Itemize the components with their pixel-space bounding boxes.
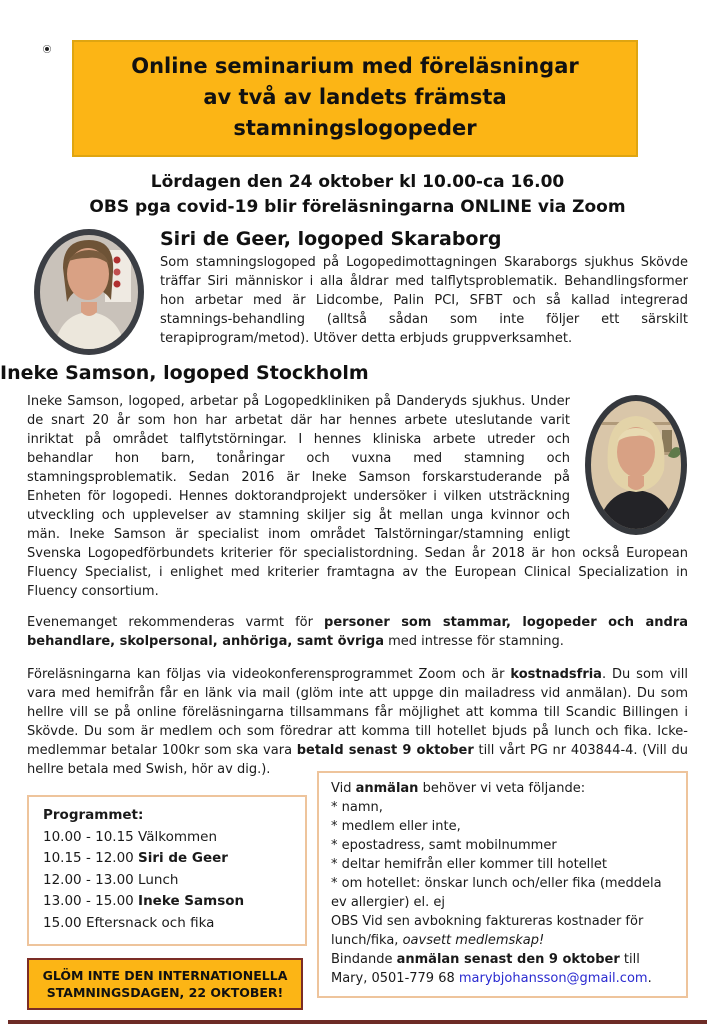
program-item: 13.00 - 15.00 Ineke Samson	[43, 893, 245, 909]
event-online-note: OBS pga covid-19 blir föreläsningarna ONLINE via Zoom	[89, 197, 626, 217]
program-item: 10.00 - 10.15 Välkommen	[43, 828, 218, 845]
recommend-suffix: med intresse för stamning.	[383, 634, 564, 649]
info-deadline-bold: betald senast 9 oktober	[296, 743, 474, 758]
anmalan-bullet: * om hotellet: önskar lunch och/eller fika (meddela ev allergier) el. ej	[331, 876, 662, 910]
ineke-portrait-illustration	[584, 394, 688, 536]
siri-portrait-illustration	[33, 228, 145, 356]
anmalan-binding-note: Bindande anmälan senast den 9 oktober till Mary, 0501-779 68 marybjohansson@gmail.com.	[331, 952, 652, 986]
siri-photo	[33, 228, 145, 356]
stuttering-day-reminder-box	[27, 958, 303, 1010]
title-banner	[72, 40, 638, 157]
footer-divider	[8, 1020, 707, 1024]
info-text-2: . Du som vill vara med hemifrån får en länk via mail (glöm inte att uppge din mailadress vid anmälan). Du som hellre vill se på online föreläsningarna tillsammans får möjlighet att komma till Scandic Billingen i Skövde. Du som är medlem och som föredrar att komma till hotellet bjuds på lunch och fika. Icke-medlemmar betalar 100kr som ska vara	[27, 667, 689, 758]
event-date: Lördagen den 24 oktober kl 10.00-ca 16.00	[150, 172, 565, 192]
registration-info-paragraph	[27, 665, 688, 779]
program-item: 12.00 - 13.00 Lunch	[43, 871, 179, 888]
program-item: 10.15 - 12.00 Siri de Geer	[43, 850, 228, 866]
anmalan-bullet: * deltar hemifrån eller kommer till hotellet	[331, 857, 607, 872]
anmalan-intro: Vid anmälan behöver vi veta följande:	[331, 781, 586, 796]
corner-dot-mark	[45, 47, 49, 51]
anmalan-bullet: * namn,	[331, 800, 383, 815]
reminder-line-2: STAMNINGSDAGEN, 22 OKTOBER!	[46, 985, 284, 1000]
left-column	[27, 783, 307, 1010]
recommendation-paragraph	[27, 613, 688, 651]
siri-bio: Som stamningslogoped på Logopedimottagningen Skaraborgs sjukhus Skövde träffar Siri människor i alla åldrar med talflytsproblematik. Behandlingsformer hon arbetar med är Lidcombe, Palin PCI, SFBT och så kallad integrerad stamnings-behandling (alltså sådan som inte följer ett särskilt terapiprogram/metod). Utöver detta erbjuds gruppverksamhet.	[160, 255, 688, 346]
ineke-bio: Ineke Samson, logoped, arbetar på Logopedkliniken på Danderyds sjukhus. Under de snart 20 år som hon har arbetat där har hennes arbete uteslutande varit inriktat på området talflytstörningar. I hennes kliniska arbete utreder och behandlar hon barn, tonåringar och vuxna med stamning och stamningsproblematik. Sedan 2016 är Ineke Samson forskarstuderande på Enheten för logopedi. Hennes doktorandprojekt undersöker i vilken utsträckning utveckling och upplevelser av stamning skiljer sig åt mellan unga kvinnor och män. Ineke Samson är specialist inom området Talstörningar/stamning enligt Svenska Logopedförbundets kriterier för specialistordning. Sedan år 2018 är hon också European Fluency Specialist, i enlighet med kriterier framtagna av the European Clinical Specialization in Fluency consortium.	[27, 394, 688, 599]
registration-requirements-box	[317, 771, 688, 998]
bottom-columns	[27, 783, 688, 1010]
anmalan-bullet: * medlem eller inte,	[331, 819, 461, 834]
program-item: 15.00 Eftersnack och fika	[43, 914, 215, 931]
program-box	[27, 795, 307, 946]
title-line-1: Online seminarium med föreläsningar	[131, 54, 579, 78]
info-free-bold: kostnadsfria	[510, 667, 602, 682]
program-title: Programmet:	[43, 807, 144, 823]
recommend-text: Evenemanget rekommenderas varmt för	[27, 615, 325, 630]
anmalan-obs-note: OBS Vid sen avbokning faktureras kostnader för lunch/fika, oavsett medlemskap!	[331, 914, 644, 948]
info-text-3: till vårt PG nr 403844-4. (Vill du hellre betala med Swish, hör av dig.).	[27, 743, 688, 777]
ineke-heading: Ineke Samson, logoped Stockholm	[0, 362, 369, 384]
event-date-block	[0, 170, 715, 220]
right-column	[317, 771, 688, 998]
anmalan-bullet: * epostadress, samt mobilnummer	[331, 838, 557, 853]
siri-heading: Siri de Geer, logoped Skaraborg	[160, 228, 502, 250]
reminder-line-1: GLÖM INTE DEN INTERNATIONELLA	[42, 968, 288, 983]
speaker-section-siri	[27, 226, 688, 360]
ineke-photo	[584, 394, 688, 536]
info-text-1: Föreläsningarna kan följas via videokonferensprogrammet Zoom och är	[27, 667, 511, 682]
title-line-2: av två av landets främsta stamningslogopeder	[203, 85, 507, 140]
ineke-bio-block	[27, 392, 688, 601]
contact-email-link[interactable]: marybjohansson@gmail.com	[458, 971, 648, 986]
recommend-audience-bold: personer som stammar, logopeder och andra behandlare, skolpersonal, anhöriga, samt övriga	[27, 615, 688, 649]
